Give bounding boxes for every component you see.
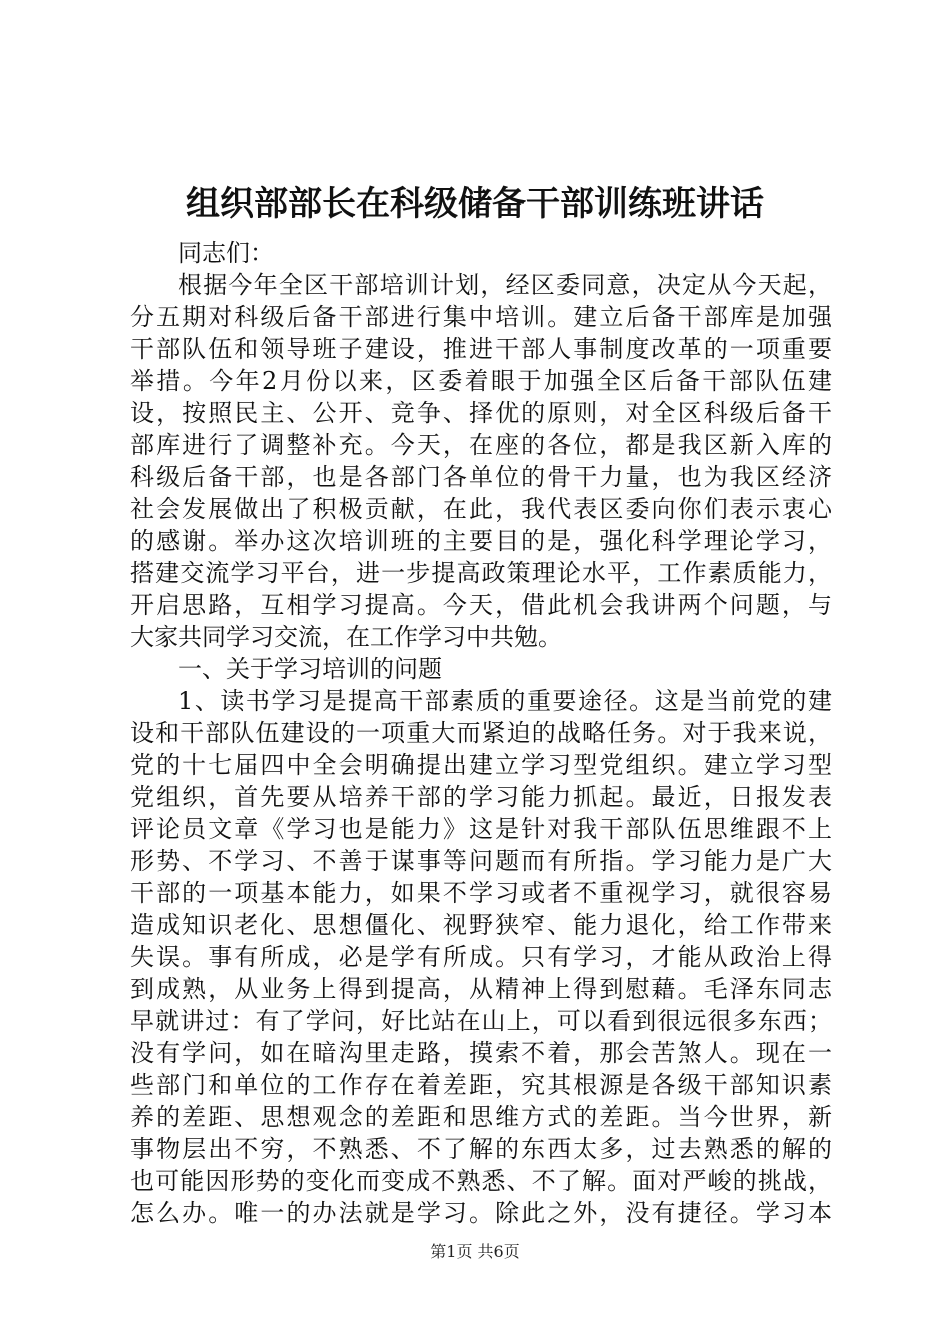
text-line: 怎么办。唯一的办法就是学习。除此之外，没有捷径。学习本 [130,1199,832,1227]
text-line: 干部的一项基本能力，如果不学习或者不重视学习，就很容易 [130,879,832,907]
text-line: 社会发展做出了积极贡献，在此，我代表区委向你们表示衷心 [130,495,832,523]
text-line: 养的差距、思想观念的差距和思维方式的差距。当今世界，新 [130,1103,832,1131]
text-line: 举措。今年2月份以来，区委着眼于加强全区后备干部队伍建 [130,367,832,395]
document-title: 组织部部长在科级储备干部训练班讲话 [186,184,764,224]
text-line: 大家共同学习交流，在工作学习中共勉。 [130,623,562,651]
text-line: 干部队伍和领导班子建设，推进干部人事制度改革的一项重要 [130,335,832,363]
text-line: 也可能因形势的变化而变成不熟悉、不了解。面对严峻的挑战， [130,1167,832,1195]
text-line: 搭建交流学习平台，进一步提高政策理论水平，工作素质能力， [130,559,832,587]
text-line: 党组织，首先要从培养干部的学习能力抓起。最近，日报发表 [130,783,832,811]
text-line: 的感谢。举办这次培训班的主要目的是，强化科学理论学习， [130,527,832,555]
text-line: 事物层出不穷，不熟悉、不了解的东西太多，过去熟悉的解的 [130,1135,832,1163]
text-line: 同志们： [178,239,274,267]
text-line: 评论员文章《学习也是能力》这是针对我干部队伍思维跟不上 [130,815,832,843]
text-line: 科级后备干部，也是各部门各单位的骨干力量，也为我区经济 [130,463,832,491]
text-line: 形势、不学习、不善于谋事等问题而有所指。学习能力是广大 [130,847,832,875]
text-line: 没有学问，如在暗沟里走路，摸索不着，那会苦煞人。现在一 [130,1039,832,1067]
text-line: 开启思路，互相学习提高。今天，借此机会我讲两个问题，与 [130,591,832,619]
text-line: 到成熟，从业务上得到提高，从精神上得到慰藉。毛泽东同志 [130,975,832,1003]
text-line: 设，按照民主、公开、竞争、择优的原则，对全区科级后备干 [130,399,832,427]
document-body [130,237,832,1229]
page-footer: 第1页 共6页 [430,1242,520,1261]
text-line: 造成知识老化、思想僵化、视野狭窄、能力退化，给工作带来 [130,911,832,939]
text-line: 一、关于学习培训的问题 [178,655,442,683]
text-line: 根据今年全区干部培训计划，经区委同意，决定从今天起， [178,271,832,299]
text-line: 些部门和单位的工作存在着差距，究其根源是各级干部知识素 [130,1071,832,1099]
text-line: 设和干部队伍建设的一项重大而紧迫的战略任务。对于我来说， [130,719,832,747]
text-line: 党的十七届四中全会明确提出建立学习型党组织。建立学习型 [130,751,832,779]
text-line: 失误。事有所成，必是学有所成。只有学习，才能从政治上得 [130,943,832,971]
text-line: 早就讲过：有了学问，好比站在山上，可以看到很远很多东西； [130,1007,832,1035]
text-line: 分五期对科级后备干部进行集中培训。建立后备干部库是加强 [130,303,832,331]
text-line: 1、读书学习是提高干部素质的重要途径。这是当前党的建 [178,687,832,715]
text-line: 部库进行了调整补充。今天，在座的各位，都是我区新入库的 [130,431,832,459]
